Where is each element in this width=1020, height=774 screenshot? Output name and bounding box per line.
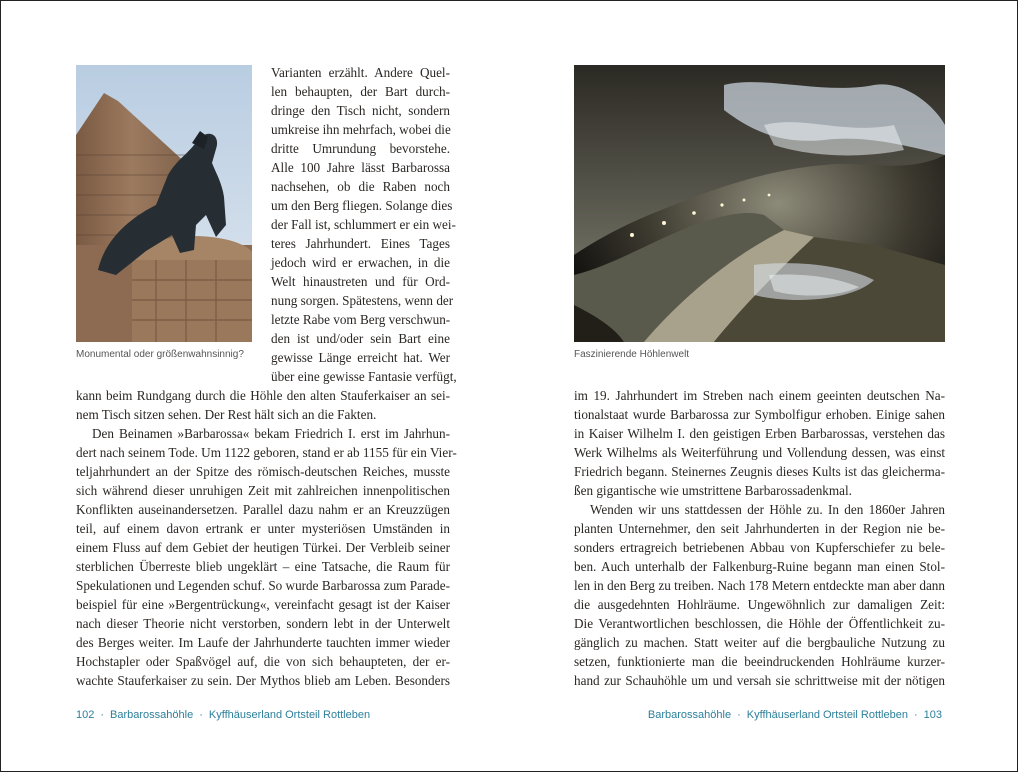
right-body-column — [574, 386, 945, 690]
text-line: Welt hinaustreten und für Ord- — [271, 274, 450, 289]
text-line: setzen, funktionierte man die beeindruckenden Hohlräume kurzer- — [574, 654, 945, 669]
text-line: tionalstaat wurde Barbarossa zur Symbolfigur erhoben. Einige sahen — [574, 407, 945, 422]
left-wrap-column — [271, 63, 457, 386]
text-line: Den Beinamen »Barbarossa« bekam Friedrich I. erst im Jahrhun- — [92, 426, 450, 441]
text-line: teil, auf einem davon ertrank er unter mysteriösen Umständen in — [76, 521, 450, 536]
text-line: Spekulationen und Legenden schuf. So wurde Barbarossa zum Parade- — [76, 578, 450, 593]
left-photo-caption: Monumental oder größenwahnsinnig? — [76, 349, 244, 360]
text-line: ßen gigantische wie umstrittene Barbarossadenkmal. — [574, 483, 852, 498]
footer-separator: · — [737, 709, 741, 721]
text-line: jedoch wird er erwachen, in die — [271, 255, 450, 270]
text-line: teljahrhundert an der Spitze des römisch-deutschen Reiches, musste — [76, 464, 450, 479]
text-line: umkreise ihn mehrfach, wobei die — [271, 122, 451, 137]
text-line: die ausgedehnten Hohlräume. Ungewöhnlich zur damaligen Zeit: — [574, 597, 945, 612]
monument-photo — [76, 65, 252, 342]
footer-section: Barbarossahöhle — [647, 709, 732, 721]
text-line: len behaupten, der Bart durch- — [271, 84, 450, 99]
text-line: dringe den Tisch nicht, sondern — [271, 103, 450, 118]
text-line: kann beim Rundgang durch die Höhle den alten Stauferkaiser an sei- — [76, 388, 450, 403]
text-line: sich während dieser unruhigen Zeit mit zahlreichen innenpolitischen — [76, 483, 450, 498]
text-line: Varianten erzählt. Andere Quel- — [271, 65, 450, 80]
text-line: der Fall ist, schlummert er ein wei- — [271, 217, 456, 232]
cave-photo — [574, 65, 945, 342]
cave-interior-image — [574, 65, 945, 342]
footer-separator: · — [199, 709, 203, 721]
footer-separator: · — [913, 709, 918, 721]
text-line: dert nach seinem Tode. Um 1122 geboren, stand er ab 1155 für ein Vier- — [76, 445, 457, 460]
text-line: über eine gewisse Fantasie verfügt, — [271, 369, 457, 384]
text-line: dritte Umrundung bevorstehe. — [271, 141, 450, 156]
text-line: nem Tisch sitzen sehen. Der Rest hält sich an die Fakten. — [76, 407, 377, 422]
text-line: des Berges weiter. Im Laufe der Jahrhunderte tauchten immer wieder — [76, 635, 450, 650]
text-line: letzte Rabe vom Berg verschwun- — [271, 312, 451, 327]
text-line: sterblichen Überreste blieb ungeklärt – eine Tatsache, die Raum für — [76, 559, 450, 574]
text-line: um den Berg fliegen. Solange dies — [271, 198, 453, 213]
text-line: Friedrich begann. Steinernes Zeugnis dieses Kults ist das gleicherma- — [574, 464, 945, 479]
right-footer — [648, 709, 942, 721]
text-line: gänglich zu machen. Statt weiter auf die bergbauliche Nutzung zu — [574, 635, 945, 650]
text-line: gewisse Länge erreicht hat. Wer — [271, 350, 450, 365]
text-line: nach dieser Theorie nicht verstorben, sondern lebt in der Unterwelt — [76, 616, 450, 631]
text-line: hand zur Schauhöhle um und versah sie schrittweise mit der nötigen — [574, 673, 945, 688]
right-photo-caption: Faszinierende Höhlenwelt — [574, 349, 690, 360]
text-line: planten Unternehmer, den seit Jahrhunderten in der Region nie be- — [574, 521, 945, 536]
text-line: wachte Stauferkaiser zu sein. Der Mythos blieb am Leben. Besonders — [76, 673, 450, 688]
text-line: Die Verantwortlichen beschlossen, die Höhle der Öffentlichkeit zu- — [574, 616, 945, 631]
text-line: Hochstapler oder Spaßvögel auf, die von sich behaupteten, der er- — [76, 654, 450, 669]
text-line: den ist und/oder sein Bart eine — [271, 331, 450, 346]
footer-separator: · — [100, 709, 105, 721]
text-line: sonders ertragreich betriebenen Abbau von Kupferschiefer zu bele- — [574, 540, 945, 555]
page-number: 103 — [923, 709, 942, 721]
text-line: ben. Auch unterhalb der Falkenburg-Ruine begann man einen Stol- — [574, 559, 945, 574]
footer-section: Barbarossahöhle — [110, 709, 194, 721]
text-line: in Kaiser Wilhelm I. den geistigen Erben Barbarossas, verstehen das — [574, 426, 945, 441]
text-line: teres Jahrhundert. Eines Tages — [271, 236, 450, 251]
footer-location: Kyffhäuserland Ortsteil Rottleben — [208, 709, 371, 721]
text-line: Wenden wir uns stattdessen der Höhle zu. In den 1860er Jahren — [590, 502, 945, 517]
text-line: nachsehen, ob die Raben noch — [271, 179, 450, 194]
text-line: Konflikten auseinandersetzen. Parallel dazu nahm er an Kreuzzügen — [76, 502, 450, 517]
footer-location: Kyffhäuserland Ortsteil Rottleben — [746, 709, 908, 721]
text-line: Werk Wilhelms als Weiterführung und Vollendung dessen, was einst — [574, 445, 945, 460]
text-line: len in den Berg zu treiben. Nach 178 Metern entdeckte man aber dann — [574, 578, 945, 593]
kaiser-wilhelm-monument-image — [76, 65, 252, 342]
text-line: im 19. Jahrhundert im Streben nach einem geeinten deutschen Na- — [574, 388, 945, 403]
left-body-column — [76, 386, 457, 690]
text-line: beispiel für eine »Bergentrückung«, vereinfacht gesagt ist der Kaiser — [76, 597, 450, 612]
text-line: einem Fluss auf dem Gebiet der heutigen Türkei. Der Verbleib seiner — [76, 540, 450, 555]
text-line: nung sorgen. Spätestens, wenn der — [271, 293, 454, 308]
page-number: 102 — [76, 709, 95, 721]
text-line: Alle 100 Jahre lässt Barbarossa — [271, 160, 450, 175]
left-footer — [76, 709, 370, 721]
